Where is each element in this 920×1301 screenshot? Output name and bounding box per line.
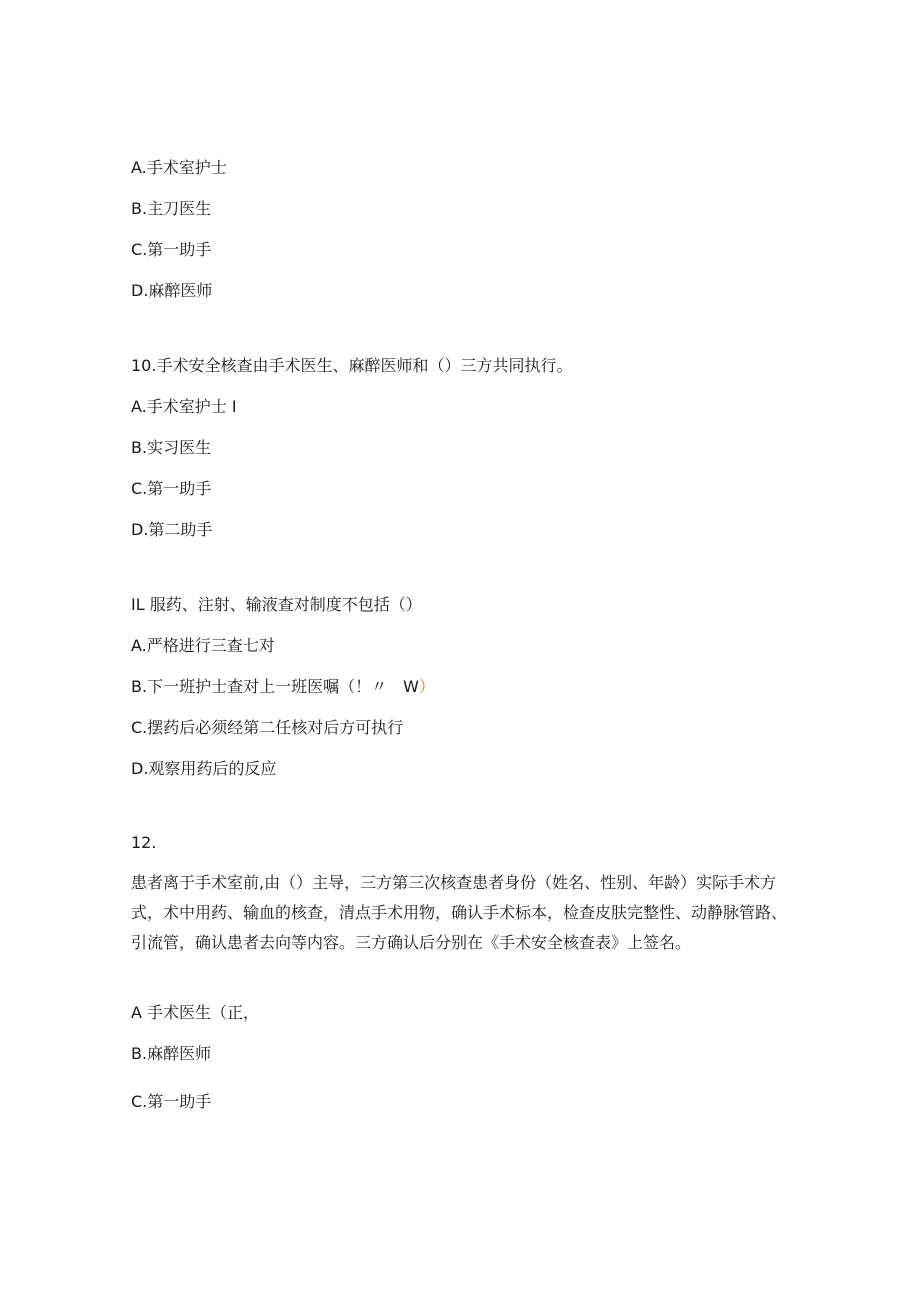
q12-stem: 患者离于手术室前,由（）主导，三方第三次核查患者身份（姓名、性别、年龄）实际手术方式，术中用药、输血的核查，清点手术用物，确认手术标本，检查皮肤完整性、动静脉管路、引流管，确认患者去向等内容。三方确认后分别在《手术安全核查表》上签名。: [131, 873, 788, 952]
q10-option-a: A.手术室护士 I: [131, 397, 237, 416]
q11-option-c: C.摆药后必须经第二任核对后方可执行: [131, 718, 404, 737]
q9-option-d: D.麻醉医师: [131, 281, 213, 300]
q11-option-b-text: B.下一班护士查对上一班医嘱（！〃 W: [131, 677, 419, 696]
q11-stem: IL 服药、注射、输液查对制度不包括（）: [131, 595, 422, 614]
q12-option-b: B.麻醉医师: [131, 1044, 212, 1063]
q12-number: 12.: [131, 833, 157, 852]
q9-option-a: A.手术室护士: [131, 158, 227, 177]
q10-stem: 10.手术安全核查由手术医生、麻醉医师和（）三方共同执行。: [131, 356, 573, 375]
q11-option-b: [131, 677, 435, 697]
q9-option-b: B.主刀医生: [131, 199, 212, 218]
q10-option-b: B.实习医生: [131, 438, 212, 457]
q11-option-d: D.观察用药后的反应: [131, 759, 277, 778]
q11-option-a: A.严格进行三查七对: [131, 636, 275, 655]
q12-option-c: C.第一助手: [131, 1092, 212, 1111]
q10-option-c: C.第一助手: [131, 479, 212, 498]
q11-option-b-tail: ）: [418, 677, 435, 696]
q12-option-a: A 手术医生（正，: [131, 1003, 260, 1022]
q10-option-d: D.第二助手: [131, 520, 213, 539]
q9-option-c: C.第一助手: [131, 240, 212, 259]
